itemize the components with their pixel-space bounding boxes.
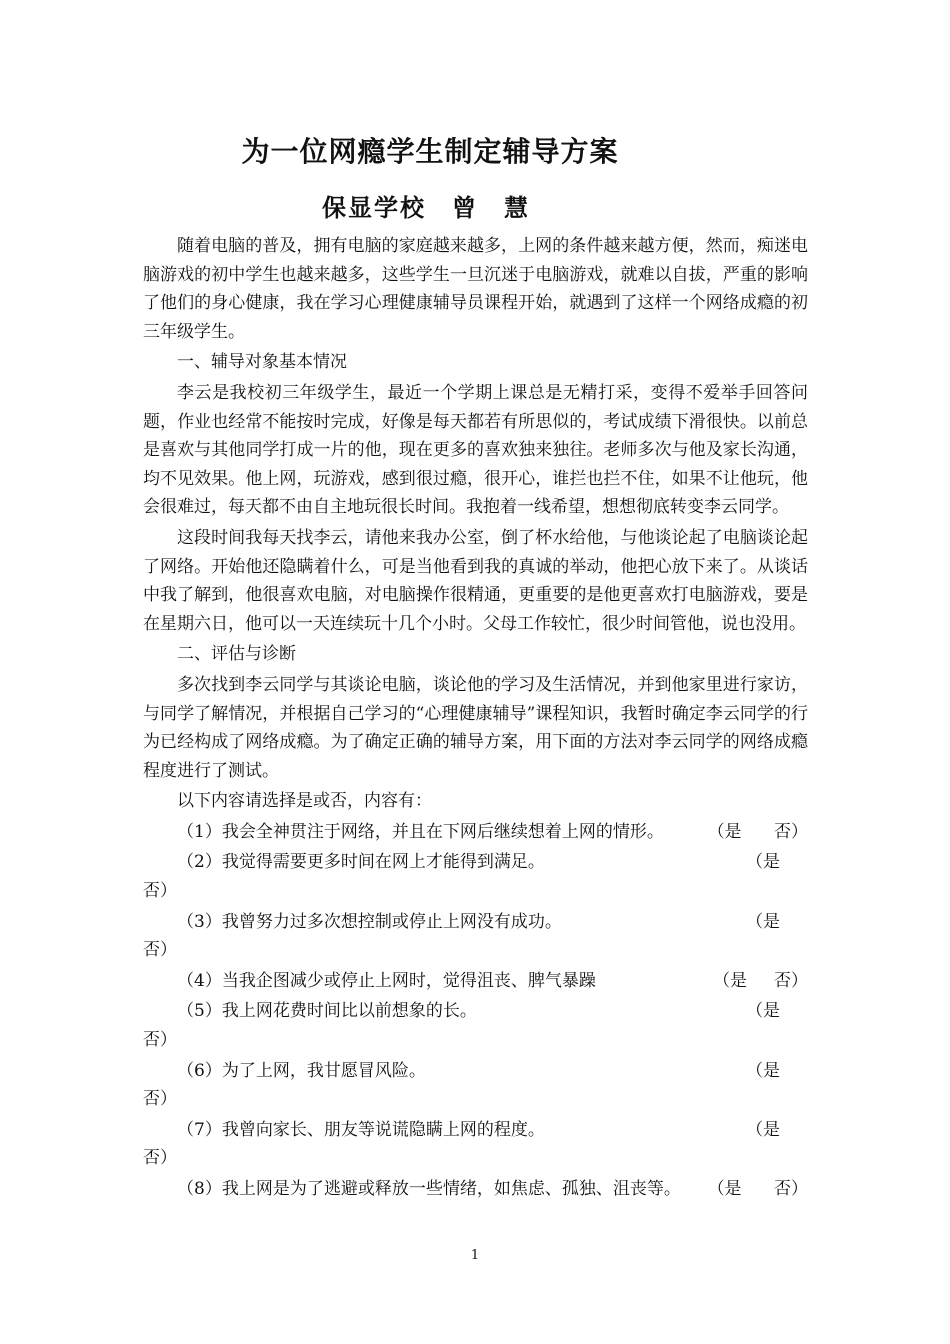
no-option: 否） [143,1030,177,1051]
no-option: 否） [774,821,808,842]
no-option: 否） [143,940,177,961]
question-text: （6）为了上网，我甘愿冒风险。 [177,1060,426,1081]
quiz-question [143,908,808,965]
yes-no-options [708,818,808,847]
quiz-question [143,1175,808,1204]
yes-option: （是 [746,1119,780,1140]
no-option: 否） [774,1179,808,1199]
yes-option: （是 [712,970,747,991]
question-text: （7）我曾向家长、朋友等说谎隐瞒上网的程度。 [177,1119,545,1140]
question-text: （5）我上网花费时间比以前想象的长。 [177,1001,477,1022]
intro-paragraph: 随着电脑的普及，拥有电脑的家庭越来越多，上网的条件越来越方便，然而，痴迷电脑游戏的初中学生也越来越多，这些学生一旦沉迷于电脑游戏，就难以自拔，严重的影响了他们的身心健康，我在学习心理健康辅导员课程开始，就遇到了这样一个网络成瘾的初三年级学生。 [143,236,808,342]
yes-option: （是 [746,911,780,932]
question-text: （3）我曾努力过多次想控制或停止上网没有成功。 [177,911,562,932]
document-title: 为一位网瘾学生制定辅导方案 [241,135,619,168]
paragraph-background: 李云是我校初三年级学生，最近一个学期上课总是无精打采，变得不爱举手回答问题，作业也经常不能按时完成，好像是每天都若有所思似的，考试成绩下滑很快。以前总是喜欢与其他同学打成一片的他，现在更多的喜欢独来独往。老师多次与他及家长沟通，均不见效果。他上网，玩游戏，感到很过瘾，很开心，谁拦也拦不住，如果不让他玩，他会很难过，每天都不由自主地玩很长时间。我抱着一线希望，想想彻底转变李云同学。 [143,382,808,518]
quiz-question [143,848,808,905]
yes-option: （是 [746,1060,780,1081]
yes-option: （是 [746,852,780,873]
paragraph-conversation: 这段时间我每天找李云，请他来我办公室，倒了杯水给他，与他谈论起了电脑谈论起了网络。开始他还隐瞒着什么，可是当他看到我的真诚的举动，他把心放下来了。从谈话中我了解到，他很喜欢电脑，对电脑操作很精通，更重要的是他更喜欢打电脑游戏，要是在星期六日，他可以一天连续玩十几个小时。父母工作较忙，很少时间管他，说也没用。 [143,527,808,634]
no-option: 否） [774,970,808,991]
yes-no-options [713,967,808,996]
quiz-question [143,1116,808,1173]
question-text: （8）我上网是为了逃避或释放一些情绪，如焦虑、孤独、沮丧等。 [177,1179,681,1199]
question-text: （4）当我企图减少或停止上网时，觉得沮丧、脾气暴躁 [177,970,596,991]
quiz-question [143,818,808,847]
no-option: 否） [143,1089,177,1110]
question-text: （2）我觉得需要更多时间在网上才能得到满足。 [177,852,545,873]
yes-no-options [708,1175,808,1204]
no-option: 否） [143,881,177,902]
quiz-question [143,997,808,1054]
section-heading-1: 一、辅导对象基本情况 [177,352,347,373]
question-text: （1）我会全神贯注于网络，并且在下网后继续想着上网的情形。 [177,821,664,842]
yes-option: （是 [707,1179,742,1199]
page-number: 1 [470,1248,480,1263]
yes-option: （是 [707,821,742,842]
document-body [143,232,808,1204]
author-line: 保显学校 曾 慧 [322,194,530,222]
no-option: 否） [143,1148,177,1169]
quiz-question [143,967,808,996]
quiz-question [143,1057,808,1114]
section-heading-2: 二、评估与诊断 [177,644,296,665]
yes-option: （是 [746,1001,780,1022]
paragraph-assessment: 多次找到李云同学与其谈论电脑，谈论他的学习及生活情况，并到他家里进行家访，与同学了解情况，并根据自己学习的“心理健康辅导”课程知识，我暂时确定李云同学的行为已经构成了网络成瘾。为了确定正确的辅导方案，用下面的方法对李云同学的网络成瘾程度进行了测试。 [143,674,808,781]
quiz-intro: 以下内容请选择是或否，内容有： [177,791,432,812]
